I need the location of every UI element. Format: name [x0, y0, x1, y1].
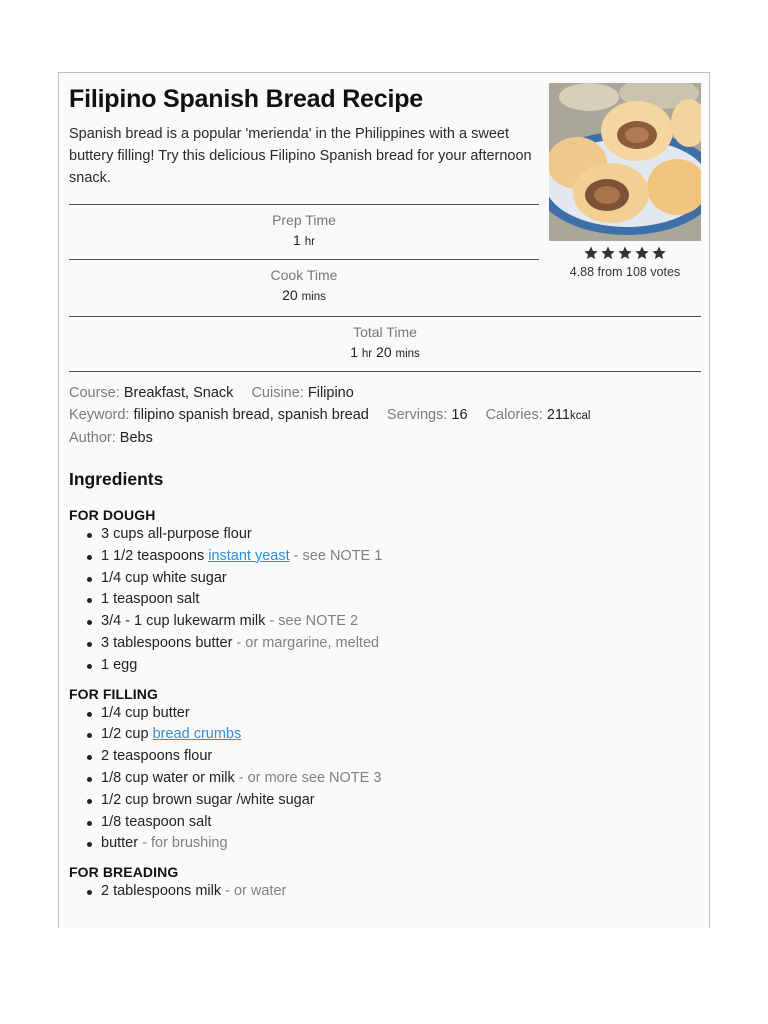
ingredient-text: 1/8 teaspoon salt [101, 813, 212, 830]
ingredient-item [101, 768, 701, 790]
ingredient-list [69, 881, 701, 903]
calories-label: Calories: [485, 407, 543, 423]
total-time-hours-unit: hr [361, 348, 373, 360]
ingredient-item [101, 633, 701, 655]
ingredient-item [101, 833, 701, 855]
spanish-bread-photo-icon [549, 83, 701, 241]
author-label: Author: [69, 430, 116, 446]
ingredient-item [101, 724, 701, 746]
calories-number: 211 [546, 407, 570, 423]
ingredients-heading: Ingredients [69, 469, 164, 489]
prep-time-number: 1 [293, 232, 301, 248]
ingredient-group-name: FOR DOUGH [69, 507, 156, 523]
calories-value [547, 407, 591, 423]
cook-time-unit: mins [301, 291, 326, 303]
author-value: Bebs [119, 430, 153, 446]
ingredient-note: - or margarine, melted [232, 634, 380, 651]
servings-value[interactable]: 16 [451, 407, 468, 423]
star-icon[interactable] [651, 245, 667, 261]
prep-time-value [69, 232, 539, 248]
total-time-minutes: 20 [376, 344, 392, 360]
meta-line-3 [69, 427, 701, 449]
ingredient-item [101, 881, 701, 903]
cook-time-label: Cook Time [270, 267, 338, 283]
course-value: Breakfast, Snack [123, 385, 234, 401]
ingredient-list [69, 703, 701, 856]
servings-label: Servings: [386, 407, 448, 423]
rating-stars[interactable] [549, 245, 701, 261]
ingredient-item [101, 611, 701, 633]
ingredient-groups [69, 506, 701, 911]
prep-time-unit: hr [304, 236, 315, 248]
ingredient-list [69, 524, 701, 677]
ingredient-text: 1/4 cup butter [101, 704, 190, 721]
ingredient-link[interactable]: bread crumbs [152, 726, 242, 743]
star-icon[interactable] [583, 245, 599, 261]
total-time [69, 316, 701, 372]
ingredient-group-name: FOR FILLING [69, 685, 158, 702]
ingredient-item [101, 568, 701, 590]
recipe-card [58, 72, 710, 928]
course-label: Course: [69, 385, 120, 401]
rating-votes: 4.88 from 108 votes [569, 265, 681, 279]
total-time-label: Total Time [353, 324, 417, 340]
ingredient-link[interactable]: instant yeast [208, 547, 290, 564]
ingredient-item [101, 589, 701, 611]
meta-line-2 [69, 404, 701, 427]
ingredient-item [101, 546, 701, 568]
ingredient-text: 1/2 cup [101, 726, 153, 743]
ingredient-item [101, 812, 701, 834]
ingredient-note: - or more see NOTE 3 [234, 769, 382, 786]
cuisine-value: Filipino [307, 385, 354, 401]
ingredient-text: 3 tablespoons butter [101, 634, 233, 651]
cook-time-number: 20 [282, 287, 298, 303]
total-time-hours: 1 [350, 344, 359, 360]
calories-unit: kcal [569, 410, 591, 422]
ingredient-group [69, 863, 701, 903]
ingredient-item [101, 746, 701, 768]
recipe-photo[interactable] [549, 83, 701, 241]
total-time-minutes-unit: mins [395, 348, 420, 360]
ingredient-text: 1/8 cup water or milk [101, 769, 235, 786]
ingredient-note: - for brushing [138, 835, 228, 852]
keyword-value: filipino spanish bread, spanish bread [133, 407, 369, 423]
meta-line-1 [69, 382, 701, 404]
prep-time [69, 204, 539, 259]
recipe-title: Filipino Spanish Bread Recipe [69, 85, 423, 113]
recipe-rating [549, 245, 701, 279]
ingredient-note: - see NOTE 2 [265, 613, 359, 630]
ingredient-text: 1 teaspoon salt [101, 591, 200, 608]
ingredient-group [69, 685, 701, 856]
ingredient-item [101, 655, 701, 677]
ingredient-text: 2 teaspoons flour [101, 748, 213, 765]
ingredient-text: 3/4 - 1 cup lukewarm milk [101, 613, 266, 630]
time-table [69, 204, 539, 314]
cook-time-value [69, 287, 539, 303]
ingredient-group [69, 506, 701, 677]
cook-time [69, 259, 539, 314]
recipe-meta [69, 382, 701, 449]
star-icon[interactable] [600, 245, 616, 261]
keyword-label: Keyword: [69, 407, 130, 423]
ingredient-text: 1/2 cup brown sugar /white sugar [101, 791, 315, 808]
ingredient-note: - or water [221, 883, 287, 900]
ingredient-item [101, 790, 701, 812]
star-icon[interactable] [617, 245, 633, 261]
ingredient-note: - see NOTE 1 [289, 547, 383, 564]
total-time-value [69, 344, 701, 360]
ingredient-text: butter [101, 835, 139, 852]
ingredient-group-name: FOR BREADING [69, 864, 179, 881]
cuisine-label: Cuisine: [251, 385, 304, 401]
ingredient-text: 1/4 cup white sugar [101, 569, 227, 586]
ingredient-text: 3 cups all-purpose flour [101, 526, 252, 542]
prep-time-label: Prep Time [272, 212, 336, 228]
star-icon[interactable] [634, 245, 650, 261]
ingredient-item [101, 524, 701, 546]
ingredient-item [101, 703, 701, 725]
ingredient-text: 2 tablespoons milk [101, 883, 222, 900]
ingredient-text: 1 1/2 teaspoons [101, 547, 209, 564]
ingredient-text: 1 egg [101, 656, 138, 673]
recipe-summary: Spanish bread is a popular 'merienda' in the Philippines with a sweet buttery filling! Try this delicious Filipino Spanish bread for your afternoon snack. [69, 126, 532, 186]
